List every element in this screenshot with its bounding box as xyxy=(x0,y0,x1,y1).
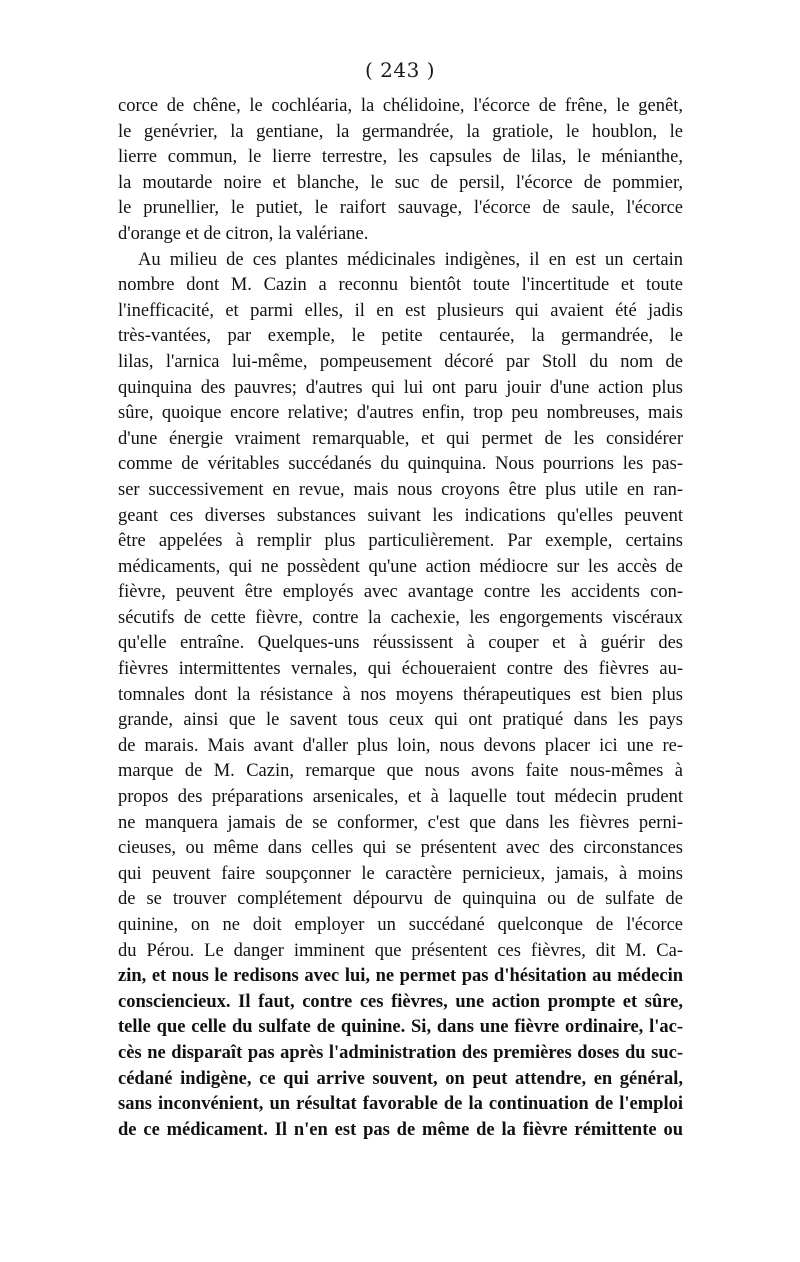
paragraph-1 xyxy=(118,94,683,248)
page-number: ( 243 ) xyxy=(365,58,435,82)
text-line: marque de M. Cazin, remarque que nous avons faite nous-mêmes à xyxy=(118,761,683,782)
text-line: cieuses, ou même dans celles qui se présentent avec des circonstances xyxy=(118,838,683,859)
text-line: propos des préparations arsenicales, et à laquelle tout médecin prudent xyxy=(118,787,683,808)
text-line: comme de véritables succédanés du quinquina. Nous pourrions les pas- xyxy=(118,454,683,475)
text-line: médicaments, qui ne possèdent qu'une action médiocre sur les accès de xyxy=(118,556,683,577)
text-line: l'inefficacité, et parmi elles, il en est plusieurs qui avaient été jadis xyxy=(118,300,683,321)
text-line: Au milieu de ces plantes médicinales indigènes, il en est un certain xyxy=(138,249,683,270)
text-line: d'orange et de citron, la valériane. xyxy=(118,223,369,244)
text-line: de marais. Mais avant d'aller plus loin, nous devons placer ici une re- xyxy=(118,735,683,756)
text-line: ne manquera jamais de se conformer, c'est que dans les fièvres perni- xyxy=(118,812,683,833)
text-line: lilas, l'arnica lui-même, pompeusement décoré par Stoll du nom de xyxy=(118,351,683,372)
paragraph-2 xyxy=(118,248,683,1144)
text-line: tomnales dont la résistance à nos moyens thérapeutiques est bien plus xyxy=(118,684,683,705)
text-line: être appelées à remplir plus particulièrement. Par exemple, certains xyxy=(118,531,683,552)
text-line: quinine, on ne doit employer un succédané quelconque de l'écorce xyxy=(118,915,683,935)
text-line: d'une énergie vraiment remarquable, et qui permet de les considérer xyxy=(118,428,683,449)
text-line: fièvre, peuvent être employés avec avantage contre les accidents con- xyxy=(118,582,683,603)
text-line: quinquina des pauvres; d'autres qui lui ont paru jouir d'une action plus xyxy=(118,377,683,398)
text-line: de se trouver complétement dépourvu de quinquina ou de sulfate de xyxy=(118,889,683,910)
text-line: telle que celle du sulfate de quinine. Si, dans une fièvre ordinaire, l'ac- xyxy=(118,1017,683,1038)
body-text xyxy=(118,94,683,1143)
text-line: du Pérou. Le danger imminent que présentent ces fièvres, dit M. Ca- xyxy=(118,940,683,961)
text-line: qu'elle entraîne. Quelques-uns réussissent à couper et à guérir des xyxy=(118,633,683,654)
text-line: corce de chêne, le cochléaria, la chélidoine, l'écorce de frêne, le genêt, xyxy=(118,96,683,116)
text-line: fièvres intermittentes vernales, qui échoueraient contre des fièvres au- xyxy=(118,659,683,680)
text-line: sécutifs de cette fièvre, contre la cachexie, les engorgements viscéraux xyxy=(118,607,683,628)
text-line: cès ne disparaît pas après l'administration des premières doses du suc- xyxy=(118,1042,683,1063)
text-line: le genévrier, la gentiane, la germandrée, la gratiole, le houblon, le xyxy=(118,121,683,142)
text-line: sans inconvénient, un résultat favorable de la continuation de l'emploi xyxy=(118,1094,683,1115)
text-line: très-vantées, par exemple, le petite centaurée, la germandrée, le xyxy=(118,326,683,347)
text-line: le prunellier, le putiet, le raifort sauvage, l'écorce de saule, l'écorce xyxy=(118,198,683,219)
text-line: consciencieux. Il faut, contre ces fièvres, une action prompte et sûre, xyxy=(118,991,683,1012)
text-line: la moutarde noire et blanche, le suc de persil, l'écorce de pommier, xyxy=(118,172,683,193)
text-line: lierre commun, le lierre terrestre, les capsules de lilas, le ménianthe, xyxy=(118,147,683,168)
text-line: grande, ainsi que le savent tous ceux qui ont pratiqué dans les pays xyxy=(118,710,683,731)
text-line: geant ces diverses substances suivant les indications qu'elles peuvent xyxy=(118,505,683,526)
text-line: zin, et nous le redisons avec lui, ne permet pas d'hésitation au médecin xyxy=(118,966,683,987)
text-line: ser successivement en revue, mais nous croyons être plus utile en ran- xyxy=(118,479,683,500)
text-line: cédané indigène, ce qui arrive souvent, on peut attendre, en général, xyxy=(118,1068,683,1089)
text-line: sûre, quoique encore relative; d'autres enfin, trop peu nombreuses, mais xyxy=(118,403,683,424)
text-line: de ce médicament. Il n'en est pas de même de la fièvre rémittente ou xyxy=(118,1119,683,1140)
text-line: qui peuvent faire soupçonner le caractère pernicieux, jamais, à moins xyxy=(118,863,683,884)
text-line: nombre dont M. Cazin a reconnu bientôt toute l'incertitude et toute xyxy=(118,275,683,296)
